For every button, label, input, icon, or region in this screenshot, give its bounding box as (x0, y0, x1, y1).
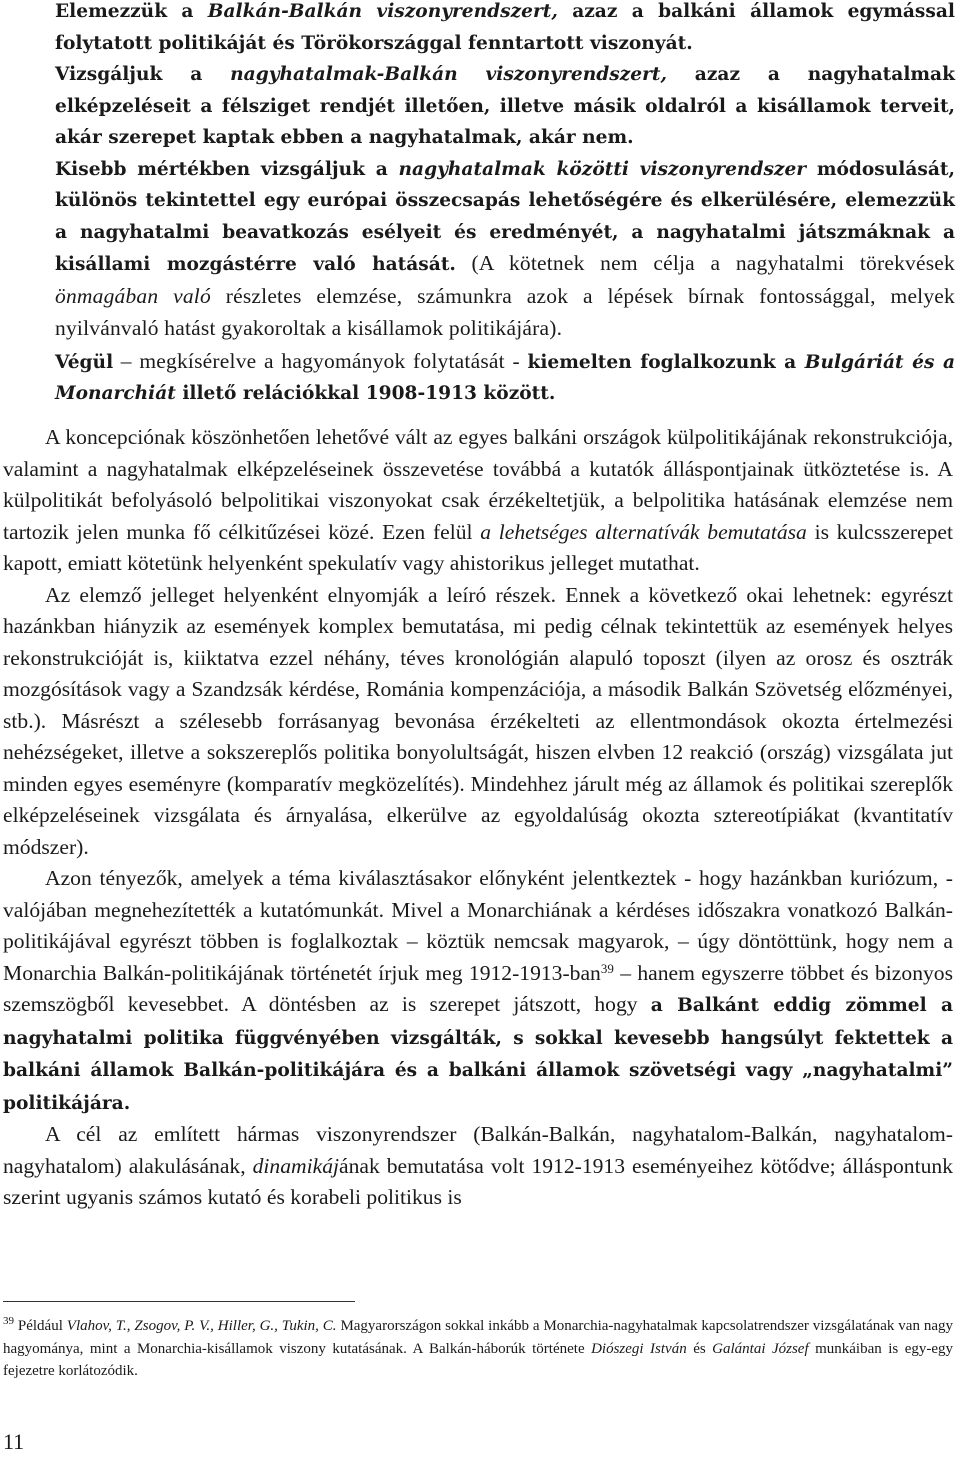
text-run: azaz a nagyhatalmak elképzeléseit a félsziget rendjét illetően, illetve másik oldalról a kisállamok terveit, akár szerepet kaptak ebben a nagyhatalmak, akár nem. (55, 64, 955, 148)
text-run: Azon tényezők, amelyek a téma kiválasztásakor előnyként jelentkeztek - hogy hazánkban kuriózum, - valójában megnehezítették a kutatómunkát. Mivel a Monarchiának a kérdéses időszakra vonatkozó Balkán-politikájával egyrészt többen is foglalkoztak – köztük nemcsak magyarok, – úgy döntöttünk, hogy nem a Monarchia Balkán-politikájának történetét írjuk meg 1912-1913-ban (3, 866, 953, 985)
text-run: és (686, 1340, 713, 1357)
text-run: módosulását, különös tekintettel egy európai összecsapás lehetőségére és elkerülésére, elemezzük a nagyhatalmi beavatkozás esélyeit és eredményét, a nagyhatalmi játszmáknak a kisállami mozgástérre való hatását. (55, 158, 955, 275)
italic-term: nagyhatalmak-Balkán viszonyrendszert, (230, 64, 667, 85)
text-run: – hanem egyszerre többet és bizonyos szemszögből kevesebbet. A döntésben az is szerepet játszott, hogy (3, 960, 953, 1016)
text-run: Végül (55, 351, 114, 373)
text-run: is kulcsszerepet kapott, emiatt kötetünk helyenként spekulatív vagy ahistorikus jelleget mutathat. (3, 519, 953, 575)
footnote-separator (3, 1301, 355, 1302)
body-text (3, 422, 953, 1214)
italic-authors: Vlahov, T., Zsogov, P. V., Hiller, G., Tukin, C. (66, 1318, 337, 1334)
paragraph-descriptive: Az elemző jelleget helyenként elnyomják a leíró részek. Ennek a következő okai lehetnek: egyrészt hazánkban hiányzik az események komplex bemutatása, mi pedig célnak tekintettük az események helyes rekonstrukcióját is, kiiktatva ezzel néhány, téves kronológián alapuló toposzt (ilyen az orosz és osztrák mozgósítások vagy a Szandzsák kérdése, Románia kompenzációja, a második Balkán Szövetség előzményei, stb.). Másrészt a szélesebb forrásanyag bevonása érzékelteti az ellentmondások okozta értelmezési nehézségeket, illetve a sokszereplős politika bonyolultságát, hiszen elvben 12 reakció (ország) vizsgálata jut minden egyes eseményre (komparatív megközelítés). Mindehhez járult még az államok és politikai szereplők elképzeléseinek vizsgálata és árnyalása, elkerülve az egyoldalúság okozta sztereotípiákat (kvantitatív módszer). (3, 582, 953, 859)
text-run: illető relációkkal 1908-1913 között. (175, 383, 556, 404)
text-run: kiemelten foglalkozunk a (527, 351, 805, 373)
text-run: részletes elemzése, számunkra azok a lépések bírnak fontossággal, melyek nyilvánvaló hatást gyakoroltak a kisállamok politikájára). (55, 283, 956, 340)
text-run: azaz a balkáni államok egymással folytatott politikáját és Törökországgal fenntartott viszonyát. (55, 1, 955, 54)
italic-term: dinamikáj (252, 1153, 339, 1178)
bold-emphasis: a Balkánt eddig zömmel a nagyhatalmi politika függvényében vizsgálták, s sokkal kevesebb hangsúlyt fektettek a balkáni államok Balkán-politikájára és a balkáni államok szövetségi vagy „nagyhatalmi” politikájára. (3, 995, 953, 1114)
paragraph-concept (3, 422, 953, 580)
italic-term: Balkán-Balkán viszonyrendszert, (207, 1, 558, 22)
footnote-number: 39 (3, 1315, 14, 1327)
objective-great-powers-balkan (55, 59, 955, 154)
text-run: Vizsgáljuk a (55, 64, 231, 85)
text-run: Elemezzük a (55, 1, 208, 22)
text-run: ának bemutatása volt 1912-1913 eseményeihez kötődve; álláspontunk szerint ugyanis számos kutató és korabeli politikus is (3, 1153, 953, 1209)
text-run: A koncepciónak köszönhetően lehetővé vált az egyes balkáni országok külpolitikájának rekonstrukciója, valamint a nagyhatalmak elképzeléseinek összevetése továbbá a kutatók álláspontjainak ütköztetése is. A külpolitikát befolyásoló belpolitikai viszonyokat csak érzékeltetjük, a belpolitika hatásának elemzése nem tartozik jelen munka fő célkitűzései közé. Ezen felül (3, 425, 953, 544)
italic-author: Diószegi István (591, 1340, 687, 1357)
paragraph-goal (3, 1119, 953, 1214)
footnote-39 (3, 1315, 953, 1383)
paragraph-factors (3, 863, 953, 1119)
footnote-reference[interactable]: 39 (600, 960, 614, 976)
text-run: – megkísérelve a hagyományok folytatását - (113, 348, 528, 373)
text-run: Magyarországon sokkal inkább a Monarchia-nagyhatalmak kapcsolatrendszer vizsgálatának van nagy hagyománya, mint a Monarchia-kisállamok viszony kutatásának. A Balkán-háborúk története (3, 1318, 953, 1357)
italic-term: nagyhatalmak közötti viszonyrendszer (398, 158, 807, 180)
italic-author: Galántai József (712, 1340, 809, 1357)
text-run: Kisebb mértékben vizsgáljuk a (55, 158, 399, 180)
objective-bulgaria-monarchy (55, 346, 955, 410)
text-run: (A kötetnek nem célja a nagyhatalmi törekvések (455, 251, 955, 275)
objectives-list (55, 0, 955, 410)
objective-great-powers-relations (55, 154, 955, 346)
page-number: 11 (3, 1429, 25, 1454)
text-run: A cél az említett hármas viszonyrendszer (Balkán-Balkán, nagyhatalom-Balkán, nagyhatalom-nagyhatalom) alakulásának, (3, 1122, 953, 1178)
text-run: munkáiban is egy-egy fejezetre korlátozódik. (3, 1340, 953, 1379)
italic-term: önmagában való (55, 283, 211, 308)
text-run: Például (14, 1318, 67, 1334)
objective-balkan-balkan (55, 0, 955, 59)
italic-term: a lehetséges alternatívák bemutatása (480, 519, 807, 544)
italic-term: Bulgáriát és a Monarchiát (55, 351, 955, 404)
